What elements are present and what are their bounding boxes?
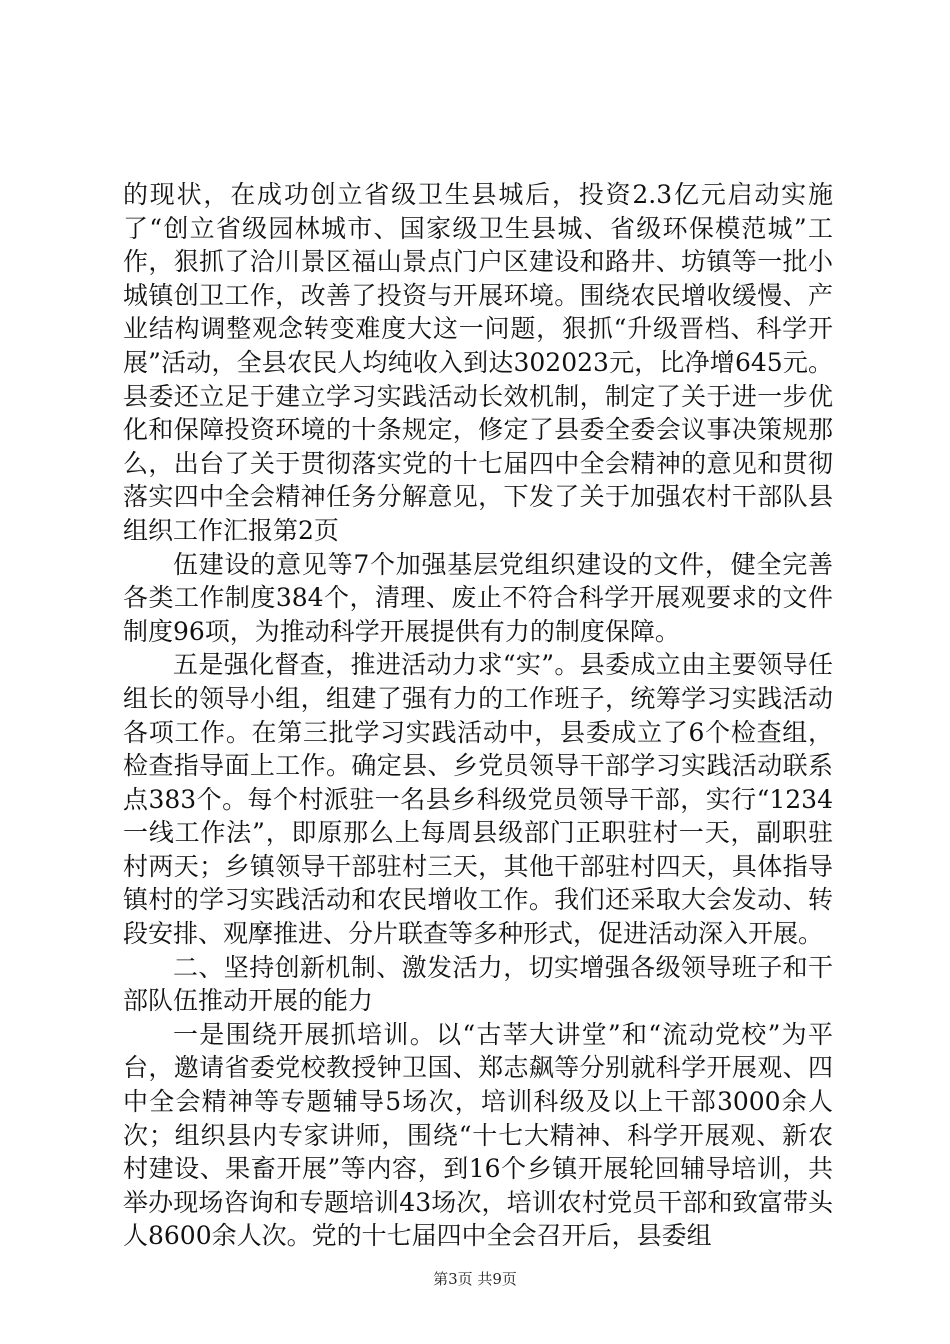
document-body: [123, 178, 833, 1253]
paragraph-2: 伍建设的意见等7个加强基层党组织建设的文件，健全完善各类工作制度384个，清理、废止不符合科学开展观要求的文件制度96项，为推动科学开展提供有力的制度保障。: [123, 549, 833, 646]
paragraph-3: 五是强化督查，推进活动力求“实”。县委成立由主要领导任组长的领导小组，组建了强有力的工作班子，统筹学习实践活动各项工作。在第三批学习实践活动中，县委成立了6个检查组，检查指导面上工作。确定县、乡党员领导干部学习实践活动联系点383个。每个村派驻一名县乡科级党员领导干部，实行“1234一线工作法”，即原那么上每周县级部门正职驻村一天，副职驻村两天；乡镇领导干部驻村三天，其他干部驻村四天，具体指导镇村的学习实践活动和农民增收工作。我们还采取大会发动、转段安排、观摩推进、分片联查等多种形式，促进活动深入开展。: [123, 650, 833, 949]
paragraph-1: 的现状，在成功创立省级卫生县城后，投资2.3亿元启动实施了“创立省级园林城市、国家级卫生县城、省级环保模范城”工作，狠抓了洽川景区福山景点门户区建设和路井、坊镇等一批小城镇创卫工作，改善了投资与开展环境。围绕农民增收缓慢、产业结构调整观念转变难度大这一问题，狠抓“升级晋档、科学开展”活动，全县农民人均纯收入到达302023元，比净增645元。县委还立足于建立学习实践活动长效机制，制定了关于进一步优化和保障投资环境的十条规定，修定了县委全委会议事决策规那么，出台了关于贯彻落实党的十七届四中全会精神的意见和贯彻落实四中全会精神任务分解意见，下发了关于加强农村干部队县组织工作汇报第2页: [123, 180, 833, 545]
paragraph-4: 一是围绕开展抓培训。以“古莘大讲堂”和“流动党校”为平台，邀请省委党校教授钟卫国、郑志飙等分别就科学开展观、四中全会精神等专题辅导5场次，培训科级及以上干部3000余人次；组织县内专家讲师，围绕“十七大精神、科学开展观、新农村建设、果畜开展”等内容，到16个乡镇开展轮回辅导培训，共举办现场咨询和专题培训43场次，培训农村党员干部和致富带头人8600余人次。党的十七届四中全会召开后，县委组: [123, 1019, 833, 1251]
section-heading: 二、坚持创新机制、激发活力，切实增强各级领导班子和干部队伍推动开展的能力: [123, 952, 833, 1016]
page-footer: 第3页 共9页: [433, 1270, 517, 1288]
